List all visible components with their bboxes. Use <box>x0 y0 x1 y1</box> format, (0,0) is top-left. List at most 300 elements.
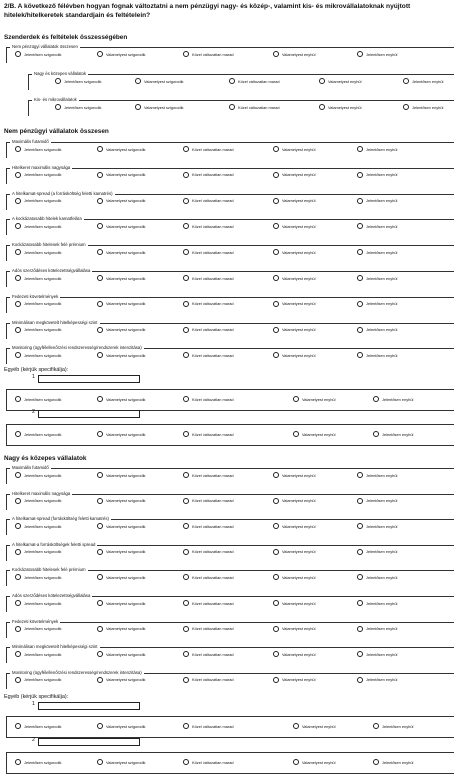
radio-button[interactable] <box>97 249 103 255</box>
radio-option[interactable] <box>97 723 146 729</box>
radio-button[interactable] <box>357 249 363 255</box>
radio-option[interactable] <box>357 574 397 580</box>
radio-option-label: Valamelyest enyhül <box>282 51 316 57</box>
radio-option[interactable] <box>183 723 234 729</box>
radio-option[interactable] <box>319 78 361 84</box>
radio-option[interactable] <box>97 146 146 152</box>
radio-option[interactable] <box>15 431 61 437</box>
radio-button[interactable] <box>319 104 325 110</box>
radio-option[interactable] <box>15 626 61 632</box>
radio-button[interactable] <box>15 223 21 229</box>
radio-button[interactable] <box>183 396 189 402</box>
radio-button[interactable] <box>15 651 21 657</box>
radio-option[interactable] <box>357 600 397 606</box>
radio-option[interactable] <box>97 498 146 504</box>
radio-button[interactable] <box>373 723 379 729</box>
radio-button[interactable] <box>273 275 279 281</box>
radio-button[interactable] <box>15 198 21 204</box>
radio-option[interactable] <box>97 223 146 229</box>
radio-button[interactable] <box>15 549 21 555</box>
radio-option-label: Jelentősen szigorodik <box>24 327 62 333</box>
radio-button[interactable] <box>183 172 189 178</box>
radio-option[interactable] <box>357 249 397 255</box>
radio-option[interactable] <box>273 472 315 478</box>
radio-option[interactable] <box>15 301 61 307</box>
radio-option[interactable] <box>273 146 315 152</box>
radio-option[interactable] <box>183 275 234 281</box>
radio-option-label: Valamelyest enyhül <box>302 431 336 437</box>
radio-option[interactable] <box>273 574 315 580</box>
radio-button[interactable] <box>357 301 363 307</box>
radio-option[interactable] <box>15 498 61 504</box>
radio-option[interactable] <box>357 223 397 229</box>
radio-option-label: Jelentősen szigorodik <box>24 759 62 765</box>
radio-option[interactable] <box>183 327 234 333</box>
radio-option-label: Jelentősen enyhül <box>366 146 398 152</box>
radio-button[interactable] <box>357 498 363 504</box>
radio-button[interactable] <box>273 498 279 504</box>
radio-option[interactable] <box>183 431 234 437</box>
radio-option[interactable] <box>357 498 397 504</box>
radio-button[interactable] <box>97 574 103 580</box>
radio-button[interactable] <box>15 172 21 178</box>
radio-button[interactable] <box>273 574 279 580</box>
radio-option[interactable] <box>373 759 413 765</box>
radio-option[interactable] <box>357 146 397 152</box>
radio-button[interactable] <box>357 172 363 178</box>
radio-button[interactable] <box>183 51 189 57</box>
radio-button[interactable] <box>97 677 103 683</box>
radio-button[interactable] <box>15 146 21 152</box>
radio-option[interactable] <box>135 78 184 84</box>
radio-button[interactable] <box>15 626 21 632</box>
radio-button[interactable] <box>97 275 103 281</box>
radio-button[interactable] <box>357 651 363 657</box>
radio-option-label: Közel változatlan marad <box>192 301 234 307</box>
radio-option-label: Valamelyest enyhül <box>282 223 316 229</box>
radio-option[interactable] <box>97 352 146 358</box>
radio-option[interactable] <box>273 275 315 281</box>
radio-option[interactable] <box>293 431 335 437</box>
radio-option-label: Jelentősen enyhül <box>366 498 398 504</box>
radio-option[interactable] <box>183 759 234 765</box>
radio-option-label: Jelentősen enyhül <box>366 249 398 255</box>
radio-button[interactable] <box>357 600 363 606</box>
radio-option-label: Jelentősen enyhül <box>382 396 414 402</box>
radio-button[interactable] <box>183 600 189 606</box>
group-label: Kockázatosabb hitelesek felé prémium <box>12 567 86 573</box>
radio-option-label: Valamelyest enyhül <box>328 104 362 110</box>
radio-button[interactable] <box>373 396 379 402</box>
radio-option[interactable] <box>273 677 315 683</box>
radio-button[interactable] <box>135 104 141 110</box>
radio-button[interactable] <box>15 498 21 504</box>
radio-button[interactable] <box>97 523 103 529</box>
radio-button[interactable] <box>15 352 21 358</box>
radio-button[interactable] <box>293 396 299 402</box>
radio-button[interactable] <box>273 352 279 358</box>
radio-options <box>7 472 454 482</box>
radio-option[interactable] <box>373 396 413 402</box>
radio-option[interactable] <box>97 172 146 178</box>
radio-option[interactable] <box>357 651 397 657</box>
radio-button[interactable] <box>373 759 379 765</box>
radio-option[interactable] <box>97 327 146 333</box>
other-item-number: 2 <box>32 737 35 743</box>
radio-button[interactable] <box>273 626 279 632</box>
radio-button[interactable] <box>183 498 189 504</box>
radio-button[interactable] <box>97 301 103 307</box>
radio-option-label: Közel változatlan marad <box>192 172 234 178</box>
radio-group <box>6 644 454 663</box>
group-label: A hitelkamat-spread (forrásköltség feletti kamatrés) <box>12 516 109 522</box>
radio-option[interactable] <box>97 301 146 307</box>
radio-option[interactable] <box>15 677 61 683</box>
other-specify-input[interactable] <box>38 410 140 418</box>
radio-button[interactable] <box>293 759 299 765</box>
radio-option[interactable] <box>15 651 61 657</box>
radio-option-label: Valamelyest szigorodik <box>106 523 146 529</box>
radio-option[interactable] <box>15 172 61 178</box>
radio-option[interactable] <box>293 396 335 402</box>
radio-option[interactable] <box>183 498 234 504</box>
radio-option[interactable] <box>357 523 397 529</box>
radio-button[interactable] <box>15 327 21 333</box>
radio-option[interactable] <box>357 626 397 632</box>
radio-button[interactable] <box>15 472 21 478</box>
radio-option[interactable] <box>97 651 146 657</box>
radio-button[interactable] <box>183 431 189 437</box>
radio-button[interactable] <box>15 523 21 529</box>
radio-option[interactable] <box>97 198 146 204</box>
radio-option[interactable] <box>183 651 234 657</box>
radio-option[interactable] <box>183 396 234 402</box>
radio-button[interactable] <box>97 431 103 437</box>
radio-option-label: Valamelyest enyhül <box>282 172 316 178</box>
radio-option[interactable] <box>273 223 315 229</box>
radio-option[interactable] <box>15 396 61 402</box>
radio-button[interactable] <box>273 549 279 555</box>
radio-button[interactable] <box>357 626 363 632</box>
radio-option-label: Valamelyest szigorodik <box>144 104 184 110</box>
radio-button[interactable] <box>293 723 299 729</box>
group-label: Kockázatosabb hitelesek felé prémium <box>12 242 86 248</box>
radio-button[interactable] <box>357 51 363 57</box>
radio-button[interactable] <box>55 104 61 110</box>
radio-option[interactable] <box>135 104 184 110</box>
radio-button[interactable] <box>357 146 363 152</box>
radio-option[interactable] <box>357 472 397 478</box>
radio-button[interactable] <box>97 472 103 478</box>
radio-button[interactable] <box>357 352 363 358</box>
radio-button[interactable] <box>15 431 21 437</box>
radio-option[interactable] <box>97 600 146 606</box>
radio-option[interactable] <box>229 78 280 84</box>
radio-button[interactable] <box>229 104 235 110</box>
radio-button[interactable] <box>97 172 103 178</box>
group-label: Adós szerződéses kötelezettségvállalása <box>12 593 91 598</box>
radio-option[interactable] <box>97 275 146 281</box>
other-specify-input[interactable] <box>38 375 140 383</box>
radio-option[interactable] <box>183 523 234 529</box>
radio-button[interactable] <box>183 352 189 358</box>
radio-button[interactable] <box>97 327 103 333</box>
radio-button[interactable] <box>97 51 103 57</box>
radio-button[interactable] <box>97 498 103 504</box>
radio-option[interactable] <box>15 723 61 729</box>
radio-option[interactable] <box>357 327 397 333</box>
radio-option[interactable] <box>229 104 280 110</box>
radio-button[interactable] <box>273 651 279 657</box>
radio-option-label: Valamelyest szigorodik <box>106 626 146 632</box>
radio-button[interactable] <box>97 723 103 729</box>
radio-option[interactable] <box>403 78 443 84</box>
radio-option-label: Közel változatlan marad <box>192 574 234 580</box>
radio-button[interactable] <box>273 600 279 606</box>
radio-option[interactable] <box>273 626 315 632</box>
radio-option-label: Közel változatlan marad <box>192 759 234 765</box>
radio-button[interactable] <box>183 275 189 281</box>
radio-option[interactable] <box>273 327 315 333</box>
radio-button[interactable] <box>97 146 103 152</box>
question-title: 2/B. A következő félévben hogyan fognak változtatni a nem pénzügyi nagy- és közép-, valamint kis- és mikrovállalatoknak nyújtott hitelek/hitelkeretek standardjain és feltételein? <box>4 3 411 19</box>
radio-button[interactable] <box>15 574 21 580</box>
radio-option[interactable] <box>273 352 315 358</box>
radio-button[interactable] <box>183 677 189 683</box>
radio-option[interactable] <box>15 549 61 555</box>
radio-option[interactable] <box>273 498 315 504</box>
radio-option-label: Közel változatlan marad <box>192 51 234 57</box>
radio-option[interactable] <box>293 759 335 765</box>
radio-option[interactable] <box>357 51 397 57</box>
radio-option[interactable] <box>55 104 101 110</box>
radio-option[interactable] <box>15 51 61 57</box>
radio-button[interactable] <box>357 327 363 333</box>
other-specify-input[interactable] <box>38 702 140 710</box>
radio-option[interactable] <box>357 352 397 358</box>
radio-option[interactable] <box>273 600 315 606</box>
radio-option-label: Jelentősen enyhül <box>366 275 398 281</box>
radio-option[interactable] <box>357 677 397 683</box>
radio-option-label: Valamelyest enyhül <box>282 275 316 281</box>
radio-group <box>6 618 454 638</box>
radio-option[interactable] <box>15 352 61 358</box>
radio-option[interactable] <box>97 249 146 255</box>
radio-button[interactable] <box>183 574 189 580</box>
radio-button[interactable] <box>229 78 235 84</box>
radio-option[interactable] <box>183 549 234 555</box>
radio-button[interactable] <box>97 759 103 765</box>
radio-button[interactable] <box>15 396 21 402</box>
radio-button[interactable] <box>97 352 103 358</box>
radio-button[interactable] <box>97 549 103 555</box>
radio-button[interactable] <box>183 626 189 632</box>
other-item-number: 1 <box>32 701 35 707</box>
radio-button[interactable] <box>135 78 141 84</box>
radio-option-label: Jelentősen enyhül <box>366 549 398 555</box>
radio-option[interactable] <box>183 352 234 358</box>
radio-button[interactable] <box>15 301 21 307</box>
radio-option[interactable] <box>97 523 146 529</box>
radio-option[interactable] <box>183 626 234 632</box>
radio-button[interactable] <box>357 275 363 281</box>
radio-button[interactable] <box>183 146 189 152</box>
radio-option-label: Közel változatlan marad <box>192 275 234 281</box>
radio-button[interactable] <box>273 223 279 229</box>
radio-group <box>6 293 454 313</box>
radio-button[interactable] <box>183 651 189 657</box>
radio-option[interactable] <box>273 172 315 178</box>
other-specify-input[interactable] <box>38 738 140 746</box>
radio-option-label: Jelentősen szigorodik <box>24 275 62 281</box>
radio-button[interactable] <box>15 759 21 765</box>
radio-option[interactable] <box>183 198 234 204</box>
radio-button[interactable] <box>357 677 363 683</box>
radio-button[interactable] <box>15 723 21 729</box>
radio-option[interactable] <box>97 396 146 402</box>
radio-option[interactable] <box>273 51 315 57</box>
radio-button[interactable] <box>15 677 21 683</box>
radio-button[interactable] <box>273 327 279 333</box>
radio-option[interactable] <box>97 759 146 765</box>
radio-button[interactable] <box>373 431 379 437</box>
radio-option[interactable] <box>357 198 397 204</box>
radio-option[interactable] <box>273 198 315 204</box>
radio-group <box>6 345 454 364</box>
radio-option[interactable] <box>97 472 146 478</box>
radio-option[interactable] <box>183 600 234 606</box>
radio-option[interactable] <box>403 104 443 110</box>
radio-button[interactable] <box>357 472 363 478</box>
radio-option[interactable] <box>15 523 61 529</box>
radio-button[interactable] <box>273 172 279 178</box>
radio-button[interactable] <box>183 198 189 204</box>
radio-button[interactable] <box>357 223 363 229</box>
radio-button[interactable] <box>15 275 21 281</box>
radio-button[interactable] <box>357 549 363 555</box>
radio-option[interactable] <box>373 723 413 729</box>
radio-option[interactable] <box>273 523 315 529</box>
radio-button[interactable] <box>183 249 189 255</box>
radio-option[interactable] <box>55 78 101 84</box>
radio-option[interactable] <box>15 198 61 204</box>
radio-button[interactable] <box>15 249 21 255</box>
radio-button[interactable] <box>97 600 103 606</box>
radio-button[interactable] <box>15 600 21 606</box>
radio-option[interactable] <box>183 223 234 229</box>
radio-button[interactable] <box>319 78 325 84</box>
radio-option[interactable] <box>357 275 397 281</box>
radio-option[interactable] <box>183 677 234 683</box>
radio-button[interactable] <box>403 104 409 110</box>
radio-option[interactable] <box>183 249 234 255</box>
radio-option-label: Jelentősen szigorodik <box>64 104 102 110</box>
radio-option[interactable] <box>15 223 61 229</box>
radio-button[interactable] <box>273 523 279 529</box>
radio-button[interactable] <box>183 549 189 555</box>
radio-button[interactable] <box>357 198 363 204</box>
radio-button[interactable] <box>273 198 279 204</box>
radio-button[interactable] <box>183 223 189 229</box>
radio-button[interactable] <box>293 431 299 437</box>
radio-option[interactable] <box>319 104 361 110</box>
radio-option[interactable] <box>357 172 397 178</box>
radio-button[interactable] <box>403 78 409 84</box>
radio-option[interactable] <box>373 431 413 437</box>
radio-button[interactable] <box>273 301 279 307</box>
radio-option[interactable] <box>15 600 61 606</box>
radio-option[interactable] <box>357 301 397 307</box>
radio-button[interactable] <box>273 146 279 152</box>
radio-button[interactable] <box>15 51 21 57</box>
radio-option[interactable] <box>183 301 234 307</box>
radio-option[interactable] <box>15 146 61 152</box>
section1-heading: Szenderdek és feltételek összességében <box>4 34 128 41</box>
radio-option[interactable] <box>273 249 315 255</box>
radio-option[interactable] <box>183 472 234 478</box>
radio-option[interactable] <box>183 574 234 580</box>
radio-button[interactable] <box>273 249 279 255</box>
radio-button[interactable] <box>273 51 279 57</box>
radio-options <box>7 651 454 661</box>
radio-button[interactable] <box>97 223 103 229</box>
radio-button[interactable] <box>183 301 189 307</box>
radio-button[interactable] <box>183 472 189 478</box>
radio-option-label: Közel változatlan marad <box>192 600 234 606</box>
radio-option[interactable] <box>183 51 234 57</box>
radio-option[interactable] <box>273 549 315 555</box>
radio-button[interactable] <box>55 78 61 84</box>
radio-button[interactable] <box>97 651 103 657</box>
radio-option[interactable] <box>273 651 315 657</box>
radio-button[interactable] <box>273 472 279 478</box>
radio-option[interactable] <box>273 301 315 307</box>
radio-option[interactable] <box>293 723 335 729</box>
radio-button[interactable] <box>97 396 103 402</box>
radio-option[interactable] <box>97 626 146 632</box>
radio-button[interactable] <box>357 574 363 580</box>
radio-option[interactable] <box>97 431 146 437</box>
radio-option[interactable] <box>15 327 61 333</box>
radio-option[interactable] <box>15 472 61 478</box>
radio-option-label: Közel változatlan marad <box>192 472 234 478</box>
radio-option-label: Valamelyest enyhül <box>282 549 316 555</box>
radio-button[interactable] <box>97 198 103 204</box>
radio-option[interactable] <box>15 249 61 255</box>
radio-option[interactable] <box>183 146 234 152</box>
other-label: Egyéb (kérjük specifikálja): <box>4 694 69 700</box>
radio-option[interactable] <box>97 677 146 683</box>
radio-option[interactable] <box>15 759 61 765</box>
radio-option[interactable] <box>97 549 146 555</box>
radio-button[interactable] <box>183 327 189 333</box>
radio-button[interactable] <box>97 626 103 632</box>
radio-option[interactable] <box>97 574 146 580</box>
radio-option[interactable] <box>15 275 61 281</box>
radio-option[interactable] <box>15 574 61 580</box>
radio-option[interactable] <box>357 549 397 555</box>
radio-button[interactable] <box>183 723 189 729</box>
radio-button[interactable] <box>183 523 189 529</box>
radio-option[interactable] <box>97 51 146 57</box>
radio-button[interactable] <box>273 677 279 683</box>
radio-option[interactable] <box>183 172 234 178</box>
radio-option-label: Közel változatlan marad <box>192 549 234 555</box>
radio-option-label: Jelentősen szigorodik <box>24 549 62 555</box>
radio-button[interactable] <box>183 759 189 765</box>
radio-option-label: Jelentősen enyhül <box>412 104 444 110</box>
radio-button[interactable] <box>357 523 363 529</box>
